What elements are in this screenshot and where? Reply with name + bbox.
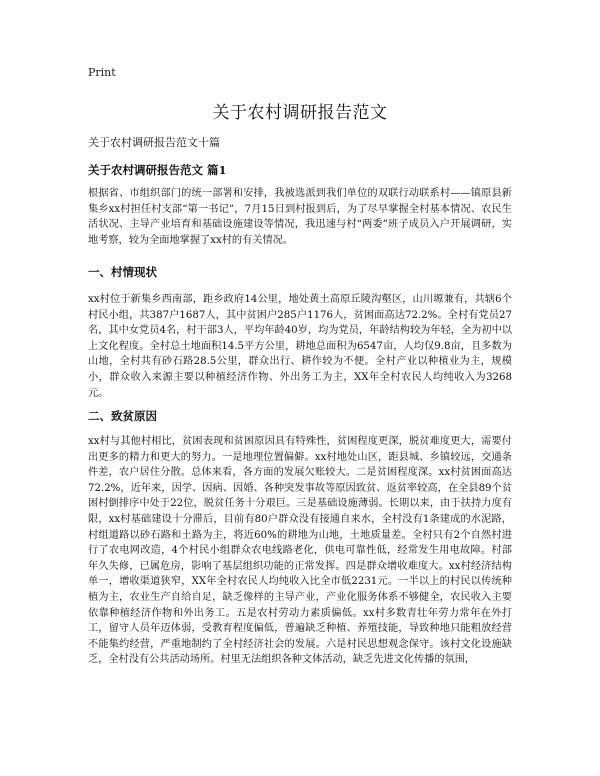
document-subtitle: 关于农村调研报告范文十篇 (88, 136, 220, 149)
section-1-heading: 一、村情现状 (88, 265, 157, 279)
section-1-paragraph: xx村位于新集乡西南部，距乡政府14公里，地处黄土高原丘陵沟壑区，山川塬兼有，共辖6个村民小组，共387户1687人，其中贫困户285户1176人，贫困面高达72.2%。全村有党员27名，其中女党员4名，村干部3人，平均年龄40岁，均为党员，年龄结构较为年轻，全为初中以上文化程度。全村总土地面积14.5平方公里，耕地总面积为6547亩，人均仅9.8亩，且多数为山地，全村共有砂石路28.5公里，群众出行、耕作较为不便。全村产业以种植业为主，规模小，群众收入来源主要以种植经济作物、外出务工为主，XX年全村农民人均纯收入为3268元。 (88, 294, 512, 399)
print-label[interactable]: Print (88, 66, 116, 79)
section-2-paragraph: xx村与其他村相比，贫困表现和贫困原因具有特殊性，贫困程度更深，脱贫难度更大，需要付出更多的精力和更大的努力。一是地理位置偏僻。xx村地处山区，距县城、乡镇较远，交通条件差，农户居住分散。总体来看，各方面的发展欠账较大。二是贫困程度深。xx村贫困面高达72.2%，近年来，因学、因病、因婚、各种突发事故等原因致贫、返贫率较高，在全县89个贫困村倒排序中处于22位，脱贫任务十分艰巨。三是基础设施薄弱。长期以来，由于扶持力度有限，xx村基础建设十分滞后，目前有80户群众没有接通自来水，全村没有1条建成的水泥路，村组道路以砂石路和土路为主，将近60%的耕地为山地，土地质量差。全村只有2个自然村进行了农电网改造，4个村民小组群众农电线路老化，供电可靠性低，经常发生用电故障。村部年久失修，已属危房，影响了基层组织功能的正常发挥。四是群众增收难度大。xx村经济结构单一，增收渠道狭窄，XX年全村农民人均纯收入比全市低2231元。一半以上的村民以传统种植为主，农业生产自给自足，缺乏像样的主导产业，产业化服务体系不够健全，农民收入主要依靠种植经济作物和外出务工。五是农村劳动力素质偏低。xx村多数青壮年劳力常年在外打工，留守人员年迈体弱，受教育程度偏低，普遍缺乏种植、养殖技能，导致种地只能粗放经营不能集约经营，严重地制约了全村经济社会的发展。六是村民思想观念保守。该村文化设施缺乏，全村没有公共活动场所。村里无法组织各种文体活动，缺乏先进文化传播的氛围， (88, 436, 512, 666)
intro-paragraph: 根据省、市组织部门的统一部署和安排，我被选派到我们单位的双联行动联系村——镇原县新集乡xx村担任村支部“第一书记”，7月15日到村报到后，为了尽早掌握全村基本情况、农民生活状况、主导产业培育和基础设施建设等情况，我迅速与村“两委”班子成员入户开展调研，实地考察，较为全面地掌握了xx村的有关情况。 (88, 188, 512, 246)
section-2-heading: 二、致贫原因 (88, 409, 157, 423)
document-title: 关于农村调研报告范文 (212, 103, 388, 123)
section-heading: 关于农村调研报告范文 篇1 (88, 163, 227, 177)
